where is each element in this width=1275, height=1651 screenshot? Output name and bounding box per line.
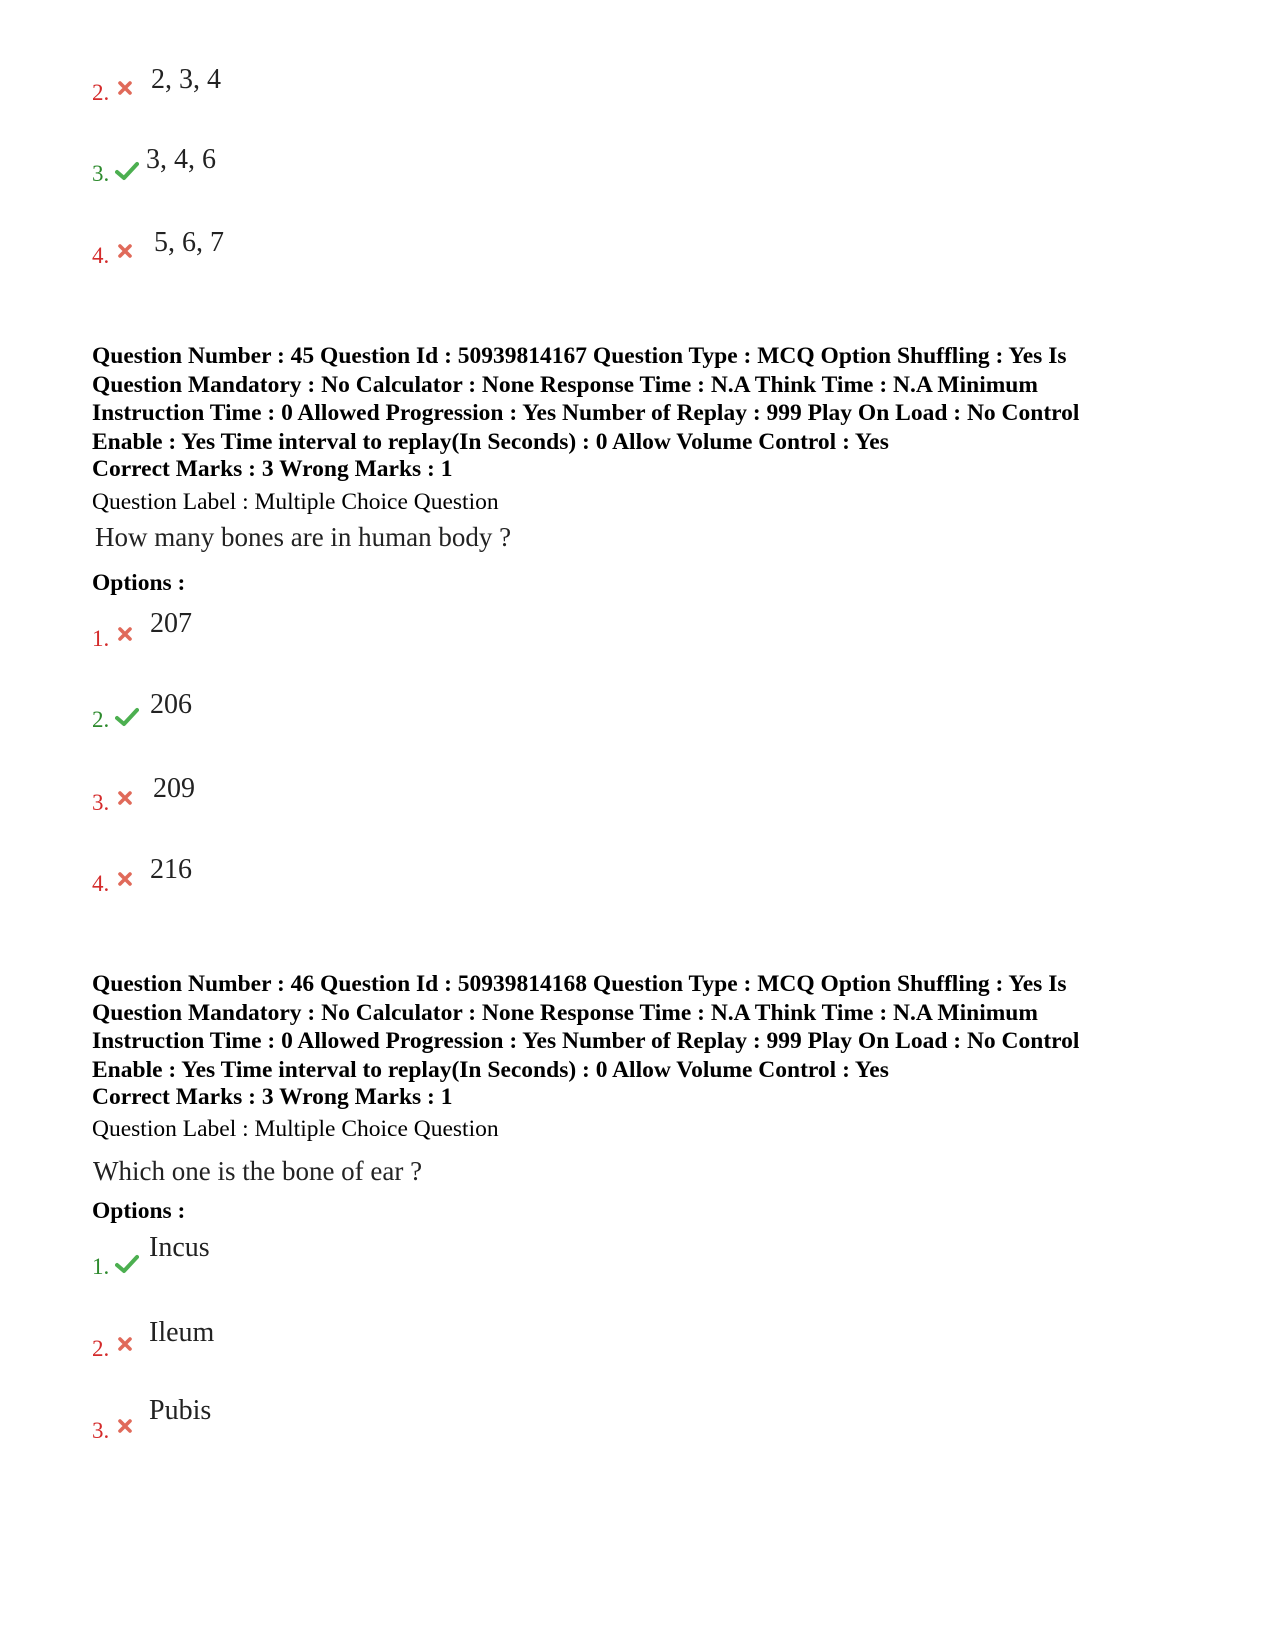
metadata-line: Question Mandatory : No Calculator : None Response Time : N.A Think Time : N.A Minimum <box>92 999 1038 1026</box>
option-text: Pubis <box>149 1395 212 1426</box>
question-label: Question Label : Multiple Choice Question <box>92 489 499 515</box>
option-number: 4. <box>92 871 110 896</box>
options-heading: Options : <box>92 570 186 596</box>
metadata-line: Instruction Time : 0 Allowed Progression : Yes Number of Replay : 999 Play On Load : No Control <box>92 400 1080 426</box>
option-number: 3. <box>92 790 110 815</box>
option-text: 3, 4, 6 <box>146 144 216 175</box>
question-label: Question Label : Multiple Choice Question <box>92 1116 499 1142</box>
option-number: 1. <box>92 626 110 651</box>
metadata-line: Question Mandatory : No Calculator : None Response Time : N.A Think Time : N.A Minimum <box>92 371 1038 398</box>
marks-info: Correct Marks : 3 Wrong Marks : 1 <box>92 456 453 482</box>
marks-info: Correct Marks : 3 Wrong Marks : 1 <box>92 1084 453 1110</box>
option-text: Ileum <box>149 1317 215 1348</box>
correct-check-icon <box>115 161 139 181</box>
metadata-line: Enable : Yes Time interval to replay(In Seconds) : 0 Allow Volume Control : Yes <box>92 428 889 455</box>
option-text: 5, 6, 7 <box>154 227 224 258</box>
option-text: 207 <box>150 608 192 639</box>
option-number: 2. <box>92 80 110 105</box>
option-text: 206 <box>150 689 192 720</box>
question-text: How many bones are in human body ? <box>95 522 512 552</box>
metadata-line: Question Number : 46 Question Id : 50939814168 Question Type : MCQ Option Shuffling : Yes Is <box>92 971 1067 997</box>
correct-check-icon <box>115 707 139 727</box>
wrong-x-icon <box>117 871 133 887</box>
wrong-x-icon <box>117 790 133 806</box>
option-text: 2, 3, 4 <box>151 64 221 95</box>
option-number: 2. <box>92 1336 110 1361</box>
option-number: 3. <box>92 161 110 186</box>
wrong-x-icon <box>117 80 133 96</box>
option-number: 1. <box>92 1254 110 1279</box>
question-metadata <box>92 970 1212 1084</box>
option-text: 209 <box>153 773 195 804</box>
metadata-line: Instruction Time : 0 Allowed Progression : Yes Number of Replay : 999 Play On Load : No Control <box>92 1028 1080 1054</box>
option-text: Incus <box>149 1232 210 1263</box>
wrong-x-icon <box>117 243 133 259</box>
metadata-line: Enable : Yes Time interval to replay(In Seconds) : 0 Allow Volume Control : Yes <box>92 1056 889 1083</box>
metadata-line: Question Number : 45 Question Id : 50939814167 Question Type : MCQ Option Shuffling : Yes Is <box>92 343 1067 369</box>
correct-check-icon <box>115 1254 139 1274</box>
option-number: 3. <box>92 1418 110 1443</box>
wrong-x-icon <box>117 1336 133 1352</box>
options-heading: Options : <box>92 1198 186 1224</box>
question-text: Which one is the bone of ear ? <box>93 1156 423 1186</box>
option-number: 4. <box>92 243 110 268</box>
question-metadata <box>92 342 1212 456</box>
option-number: 2. <box>92 707 110 732</box>
wrong-x-icon <box>117 626 133 642</box>
option-text: 216 <box>150 854 192 885</box>
wrong-x-icon <box>117 1418 133 1434</box>
